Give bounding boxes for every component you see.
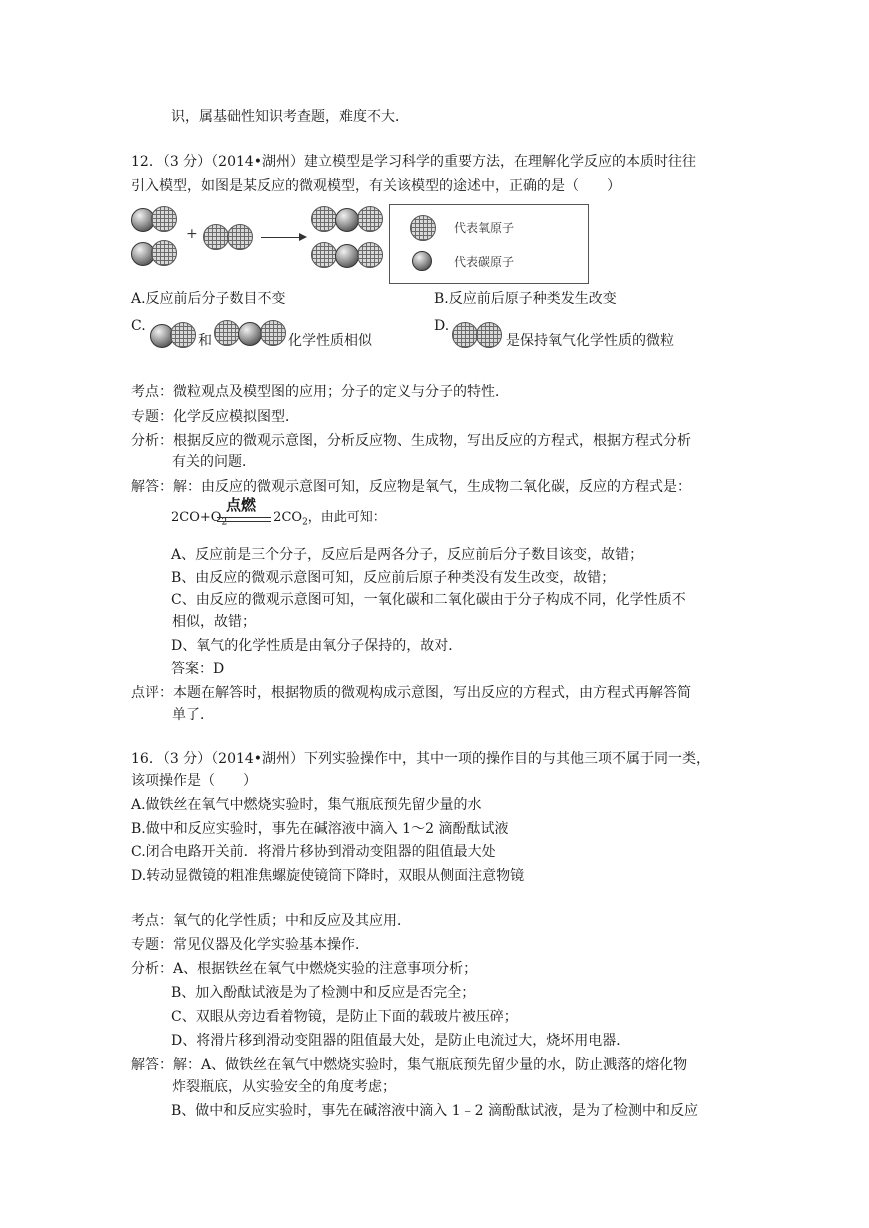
oxygen-atom [357,242,383,268]
q12-analysis-c-line1: C、由反应的微观示意图可知，一氧化碳和二氧化碳由于分子构成不同，化学性质不 [171,592,686,608]
oxygen-atom [476,322,502,348]
equation-reactants-subscript: 2 [221,517,228,528]
q12-zhuanti: 专题：化学反应模拟图型． [131,409,299,425]
oxygen-atom [452,322,478,348]
continued-text: 识，属基础性知识考查题，难度不大． [171,109,409,125]
q12-answer: 答案：D [171,661,225,677]
oxygen-atom [170,322,196,348]
q12-fenxi-line2: 有关的问题． [172,454,256,470]
q16-option-a: A.做铁丝在氧气中燃烧实验时，集气瓶底预先留少量的水 [131,797,482,813]
q16-jieda-line2: 炸裂瓶底，从实验安全的角度考虑； [172,1079,396,1095]
reaction-arrow [261,237,305,238]
q16-jieda-line3: B、做中和反应实验时，事先在碱溶液中滴入 1﹣2 滴酚酞试液，是为了检测中和反应 [171,1103,699,1119]
o2-molecule-image [452,322,504,348]
q16-stem-line1: 16．（3 分）（2014•湖州）下列实验操作中，其中一项的操作目的与其他三项不属于同一类， [131,751,711,767]
equation-tail: ，由此可知： [307,510,386,525]
oxygen-atom [311,206,337,232]
oxygen-atom-legend-icon [410,215,436,241]
oxygen-atom [357,206,383,232]
q16-option-b: B.做中和反应实验时，事先在碱溶液中滴入 1～2 滴酚酞试液 [131,821,509,837]
equation-reactants: 2CO+O [171,510,222,525]
carbon-atom [335,244,359,268]
oxygen-atom [151,206,177,232]
legend-box [389,204,589,284]
oxygen-atom [227,224,253,250]
q16-option-d: D.转动显微镜的粗准焦螺旋使镜筒下降时，双眼从侧面注意物镜 [131,868,525,884]
co-molecule-image [150,322,202,348]
equation-products-subscript: 2 [302,517,308,528]
q12-jieda-line1: 解答：解：由反应的微观示意图可知，反应物是氧气，生成物二氧化碳，反应的方程式是： [131,479,691,495]
q16-stem-line2: 该项操作是（ ） [131,773,257,789]
q12-analysis-a: A、反应前是三个分子，反应后是两各分子，反应前后分子数目该变，故错； [171,547,644,563]
q12-stem-line1: 12．（3 分）（2014•湖州）建立模型是学习科学的重要方法，在理解化学反应的本质时往往 [131,154,697,170]
equation-equals-bar [217,517,271,522]
q16-fenxi-line3: C、双眼从旁边看着物镜，是防止下面的载玻片被压碎； [171,1009,518,1025]
q16-fenxi-line4: D、将滑片移到滑动变阻器的阻值最大处，是防止电流过大，烧坏用电器． [171,1033,631,1049]
q12-option-b: B.反应前后原子种类发生改变 [434,291,617,307]
q16-option-c: C.闭合电路开关前．将滑片移协到滑动变阻器的阻值最大处 [131,844,496,860]
equation-condition: 点燃 [226,496,257,514]
q12-stem-line2: 引入模型，如图是某反应的微观模型，有关该模型的途述中，正确的是（ ） [131,178,621,194]
reaction-equation [171,506,386,528]
q12-analysis-b: B、由反应的微观示意图可知，反应前后原子种类没有发生改变，故错； [171,570,616,586]
legend-carbon-label: 代表碳原子 [454,255,515,269]
co2-molecule-image [214,320,288,346]
reaction-model-diagram [131,200,591,284]
equation-products: 2CO [273,510,303,525]
q12-option-c-label: C. [131,318,146,334]
q12-fenxi-line1: 分析：根据反应的微观示意图，分析反应物、生成物，写出反应的方程式，根据方程式分析 [131,433,691,449]
oxygen-atom [203,224,229,250]
q12-analysis-c-line2: 相似，故错； [172,614,256,630]
oxygen-atom [311,242,337,268]
q12-dianping-line2: 单了． [172,707,214,723]
q16-zhuanti: 专题：常见仪器及化学实验基本操作． [131,937,369,953]
q16-jieda-line1: 解答：解：A、做铁丝在氧气中燃烧实验时，集气瓶底预先留少量的水，防止溅落的熔化物 [131,1057,688,1073]
q12-dianping-line1: 点评：本题在解答时，根据物质的微观构成示意图，写出反应的方程式，由方程式再解答简 [131,685,691,701]
q16-fenxi-line2: B、加入酚酞试液是为了检测中和反应是否完全； [171,985,476,1001]
q12-option-c-text: 化学性质相似 [288,333,372,349]
q12-option-c-and: 和 [198,333,212,349]
carbon-atom-legend-icon [412,251,432,271]
carbon-atom [335,208,359,232]
q12-kaodian: 考点：微粒观点及模型图的应用；分子的定义与分子的特性． [131,384,509,400]
q16-fenxi-line1: 分析：A、根据铁丝在氧气中燃烧实验的注意事项分析； [131,961,478,977]
legend-oxygen-label: 代表氧原子 [454,221,515,235]
oxygen-atom [151,240,177,266]
oxygen-atom [214,320,240,346]
q12-option-a: A.反应前后分子数目不变 [131,291,286,307]
plus-sign: + [186,226,198,242]
carbon-atom [238,322,262,346]
oxygen-atom [260,320,286,346]
q12-analysis-d: D、氧气的化学性质是由氧分子保持的，故对． [171,638,463,654]
q12-option-d-label: D. [434,318,450,334]
q16-kaodian: 考点：氧气的化学性质；中和反应及其应用． [131,913,411,929]
q12-option-d-text: 是保持氧气化学性质的微粒 [506,333,674,349]
